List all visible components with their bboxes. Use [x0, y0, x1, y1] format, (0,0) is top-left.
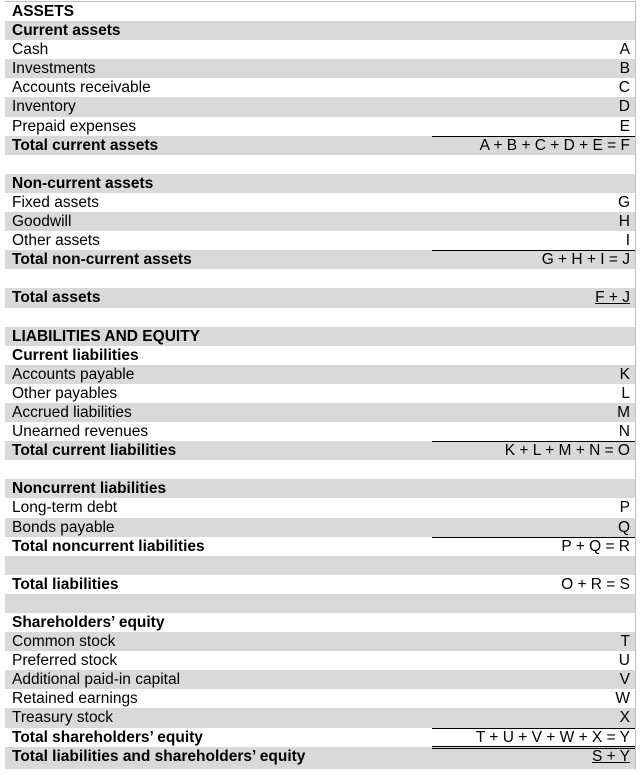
row-other-assets	[5, 231, 635, 250]
row-label: Total non-current assets	[12, 251, 192, 269]
spacer-row	[5, 155, 635, 174]
row-label: Total shareholders’ equity	[12, 728, 203, 746]
row-value: H	[618, 213, 630, 231]
row-label: Common stock	[12, 633, 116, 651]
row-treasury-stock	[5, 708, 635, 727]
row-label: Total assets	[12, 289, 101, 307]
row-value: E	[619, 117, 630, 135]
row-value: D	[618, 98, 630, 116]
row-label: Non-current assets	[12, 174, 154, 192]
row-label: Total current liabilities	[12, 442, 177, 460]
row-label: Noncurrent liabilities	[12, 480, 167, 498]
spacer-row	[5, 594, 635, 613]
row-label: Other payables	[12, 384, 118, 402]
row-assets	[5, 2, 635, 21]
spacer-row	[5, 269, 635, 288]
row-value: A + B + C + D + E = F	[479, 136, 630, 154]
row-value: B	[619, 60, 630, 78]
row-value: X	[619, 709, 630, 727]
row-value: L	[621, 384, 630, 402]
row-value: U	[618, 652, 630, 670]
row-value: V	[619, 671, 630, 689]
row-label: Bonds payable	[12, 518, 115, 536]
row-value: G + H + I = J	[541, 251, 630, 269]
row-value: S + Y	[591, 747, 630, 765]
row-value: N	[618, 423, 630, 441]
spacer-row	[5, 556, 635, 575]
row-common-stock	[5, 632, 635, 651]
row-value: M	[617, 403, 630, 421]
row-accounts-payable	[5, 365, 635, 384]
row-value: T	[620, 633, 630, 651]
spacer-row	[5, 460, 635, 479]
row-preferred-stock	[5, 651, 635, 670]
row-total-liabilities-and-shareholders-equity	[5, 747, 635, 769]
row-value: O + R = S	[561, 575, 630, 593]
row-label: Total liabilities and shareholders’ equity	[12, 747, 306, 765]
row-accrued-liabilities	[5, 403, 635, 422]
row-label: Additional paid-in capital	[12, 671, 181, 689]
row-goodwill	[5, 212, 635, 231]
spacer-row	[5, 308, 635, 327]
row-total-current-liabilities	[5, 441, 635, 460]
row-label: Investments	[12, 60, 96, 78]
row-label: Inventory	[12, 98, 76, 116]
row-label: Total noncurrent liabilities	[12, 537, 205, 555]
row-shareholders-equity	[5, 613, 635, 632]
row-fixed-assets	[5, 193, 635, 212]
row-label: Accrued liabilities	[12, 403, 132, 421]
row-label: Long-term debt	[12, 499, 118, 517]
row-other-payables	[5, 384, 635, 403]
row-value: I	[625, 232, 630, 250]
balance-sheet	[5, 1, 636, 769]
row-liabilities-and-equity	[5, 327, 635, 346]
row-label: Preferred stock	[12, 652, 118, 670]
row-total-noncurrent-liabilities	[5, 537, 635, 556]
row-label: Cash	[12, 41, 49, 59]
row-value: F + J	[595, 289, 630, 307]
row-label: Accounts receivable	[12, 79, 151, 97]
row-total-liabilities	[5, 575, 635, 594]
row-value: T + U + V + W + X = Y	[475, 728, 630, 746]
row-value: W	[615, 690, 630, 708]
row-value: G	[617, 193, 630, 211]
row-value: Q	[617, 518, 630, 536]
row-label: Accounts payable	[12, 365, 135, 383]
row-value: K	[619, 365, 630, 383]
row-total-assets	[5, 288, 635, 307]
row-total-shareholders-equity	[5, 728, 635, 747]
row-label: Prepaid expenses	[12, 117, 137, 135]
row-non-current-assets	[5, 174, 635, 193]
row-label: Total current assets	[12, 136, 159, 154]
row-label: Current liabilities	[12, 346, 139, 364]
row-label: Goodwill	[12, 213, 72, 231]
row-value: A	[619, 41, 630, 59]
row-label: ASSETS	[12, 3, 75, 20]
row-value: K + L + M + N = O	[504, 442, 630, 460]
row-accounts-receivable	[5, 78, 635, 97]
row-current-assets	[5, 21, 635, 40]
row-label: Fixed assets	[12, 193, 100, 211]
row-additional-paid-in-capital	[5, 670, 635, 689]
row-noncurrent-liabilities	[5, 479, 635, 498]
row-label: Shareholders’ equity	[12, 614, 165, 631]
row-investments	[5, 59, 635, 78]
row-value: P + Q = R	[561, 537, 630, 555]
row-label: Retained earnings	[12, 690, 138, 708]
row-bonds-payable	[5, 518, 635, 537]
row-label: Other assets	[12, 232, 100, 250]
row-current-liabilities	[5, 346, 635, 365]
row-label: Total liabilities	[12, 575, 119, 593]
row-cash	[5, 40, 635, 59]
row-retained-earnings	[5, 689, 635, 708]
row-total-current-assets	[5, 136, 635, 155]
row-value: C	[618, 79, 630, 97]
row-long-term-debt	[5, 498, 635, 517]
row-unearned-revenues	[5, 422, 635, 441]
row-label: Treasury stock	[12, 709, 114, 727]
row-label: LIABILITIES AND EQUITY	[12, 327, 201, 345]
row-inventory	[5, 97, 635, 116]
row-label: Unearned revenues	[12, 423, 149, 441]
row-total-non-current-assets	[5, 250, 635, 269]
row-label: Current assets	[12, 22, 121, 40]
row-value: P	[619, 499, 630, 517]
row-prepaid-expenses	[5, 117, 635, 136]
